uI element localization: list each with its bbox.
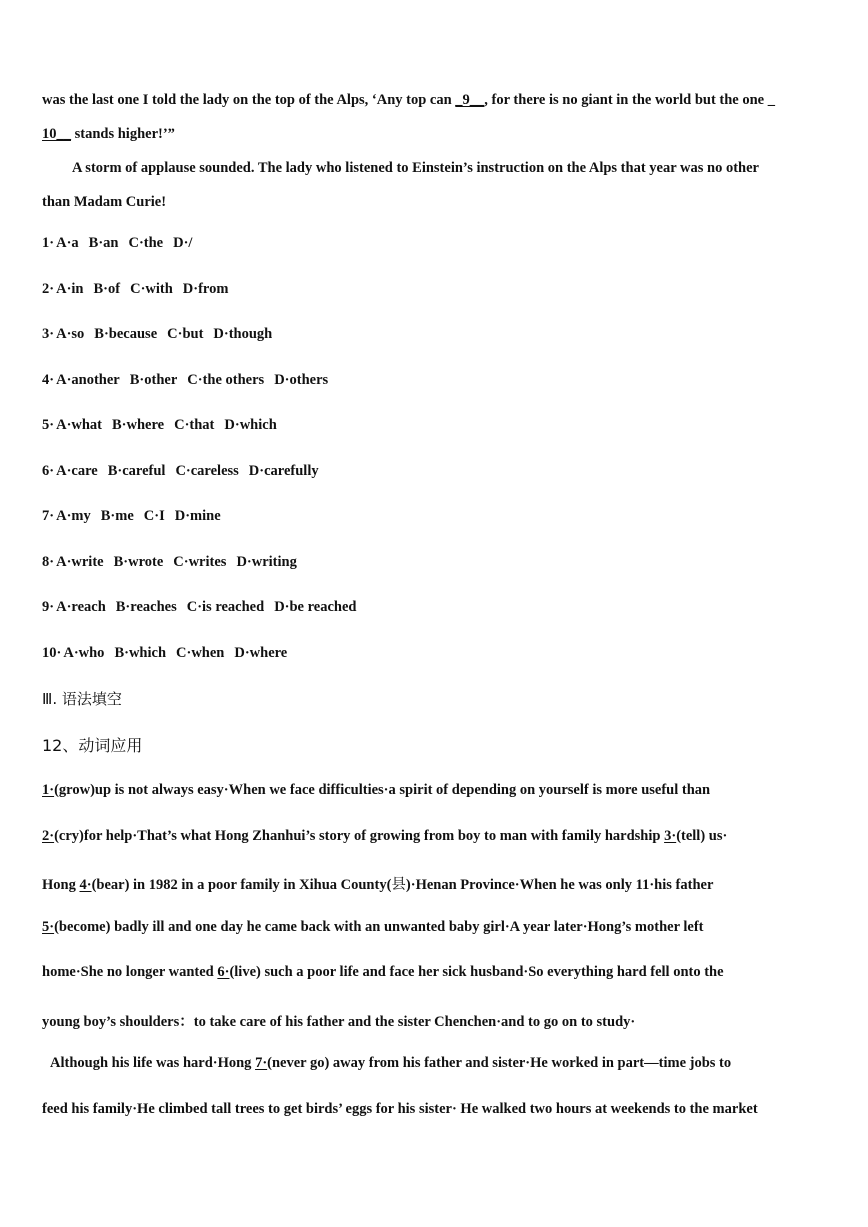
blank-9: _9__ [455, 92, 485, 108]
option-c: C·careless [175, 462, 239, 479]
option-a: A·so [56, 326, 85, 342]
option-b: B·where [112, 417, 165, 433]
passage-line-1 [42, 92, 775, 109]
grammar-line-1 [42, 782, 710, 799]
grammar-line-2 [42, 828, 727, 845]
option-group [56, 281, 228, 297]
grammar-text: (live) such a poor life and face her sick husband·So everything hard fell onto the [229, 964, 724, 980]
question-row [42, 372, 328, 389]
grammar-text: (never go) away from his father and sister·He worked in part—time jobs to [267, 1055, 732, 1071]
question-row [42, 645, 287, 662]
question-number: 6· [42, 462, 55, 479]
option-d: D·/ [173, 235, 193, 251]
grammar-blank-7: 7· [255, 1055, 268, 1071]
subsection-heading: 12、动词应用 [42, 736, 143, 755]
grammar-text: (become) badly ill and one day he came back with an unwanted baby girl·A year later·Hong’s mother left [54, 919, 704, 935]
grammar-blank-1: 1· [42, 782, 55, 798]
grammar-blank-3: 3· [664, 828, 677, 844]
question-number: 4· [42, 371, 55, 388]
passage-line-4: than Madam Curie! [42, 194, 167, 210]
option-c: C·writes [173, 553, 227, 570]
option-d: D·writing [236, 553, 297, 570]
question-number: 1· [42, 235, 55, 251]
passage-line-3: A storm of applause sounded. The lady who listened to Einstein’s instruction on the Alps that year was no other [72, 160, 759, 176]
option-a: A·what [56, 417, 103, 433]
option-group [56, 372, 328, 388]
option-b: B·which [114, 644, 167, 661]
option-b: B·wrote [113, 553, 164, 570]
grammar-blank-4: 4· [79, 877, 92, 893]
option-d: D·from [182, 280, 229, 297]
option-a: A·care [56, 462, 98, 479]
grammar-text: (bear) in 1982 in a poor family in Xihua County( [91, 877, 392, 893]
option-b: B·reaches [115, 599, 177, 615]
blank-10: 10__ [42, 126, 71, 142]
option-d: D·mine [174, 508, 221, 524]
option-b: B·other [129, 371, 178, 388]
option-d: D·others [274, 371, 329, 388]
grammar-blank-2: 2· [42, 828, 55, 844]
question-row [42, 508, 221, 525]
question-number: 5· [42, 417, 55, 433]
grammar-line-4 [42, 919, 704, 936]
question-row [42, 599, 356, 616]
grammar-text: Hong [42, 877, 80, 893]
question-number: 10· [42, 644, 62, 661]
question-row [42, 417, 277, 434]
question-row [42, 554, 297, 571]
grammar-line-3 [42, 873, 713, 894]
section-heading: Ⅲ. 语法填空 [42, 690, 122, 708]
question-row [42, 235, 192, 252]
question-number: 7· [42, 508, 55, 524]
grammar-text: (cry)for help·That’s what Hong Zhanhui’s story of growing from boy to man with family hardship [54, 828, 665, 844]
option-a: A·who [63, 644, 105, 661]
question-row [42, 281, 228, 298]
grammar-text: (tell) us· [676, 828, 728, 844]
option-a: A·reach [56, 599, 106, 615]
option-c: C·when [176, 644, 225, 661]
question-row [42, 463, 319, 480]
option-c: C·I [143, 508, 165, 524]
option-b: B·of [93, 280, 121, 297]
option-c: C·the others [187, 371, 265, 388]
option-c: C·that [174, 417, 215, 433]
option-a: A·in [56, 280, 84, 297]
option-c: C·is reached [186, 599, 265, 615]
option-a: A·write [56, 553, 104, 570]
option-c: C·the [128, 235, 164, 251]
option-a: A·a [56, 235, 79, 251]
option-group [56, 599, 356, 615]
option-group [56, 235, 192, 251]
passage-line-2 [42, 126, 175, 143]
grammar-blank-6: 6· [217, 964, 230, 980]
option-b: B·me [100, 508, 134, 524]
option-group [63, 645, 287, 661]
option-d: D·where [234, 644, 288, 661]
option-a: A·my [56, 508, 91, 524]
option-group [56, 417, 277, 433]
county-char: 县 [391, 877, 406, 893]
option-d: D·be reached [274, 599, 357, 615]
passage-text: was the last one I told the lady on the top of the Alps, ‘Any top can [42, 92, 456, 108]
option-c: C·with [130, 280, 173, 297]
grammar-line-8: feed his family·He climbed tall trees to get birds’ eggs for his sister· He walked two hours at weekends to the market [42, 1101, 758, 1117]
option-b: B·an [88, 235, 119, 251]
option-group [56, 508, 221, 524]
option-b: B·because [94, 326, 158, 342]
option-group [56, 463, 319, 479]
question-number: 8· [42, 553, 55, 570]
option-d: D·though [213, 326, 273, 342]
passage-text: stands higher!’” [71, 126, 175, 142]
grammar-text: Although his life was hard·Hong [50, 1055, 256, 1071]
grammar-text: home·She no longer wanted [42, 964, 218, 980]
grammar-blank-5: 5· [42, 919, 55, 935]
option-group [56, 326, 272, 342]
option-b: B·careful [107, 462, 166, 479]
grammar-line-7 [50, 1055, 731, 1072]
grammar-line-5 [42, 964, 724, 981]
grammar-text: )·Henan Province·When he was only 11·his father [405, 877, 714, 893]
option-d: D·carefully [248, 462, 319, 479]
option-group [56, 554, 297, 570]
option-a: A·another [56, 371, 120, 388]
grammar-text: (grow)up is not always easy·When we face difficulties·a spirit of depending on yourself is more useful than [54, 782, 711, 798]
option-c: C·but [167, 326, 204, 342]
question-number: 2· [42, 280, 55, 297]
grammar-line-6: young boy’s shoulders：to take care of his father and the sister Chenchen·and to go on to study· [42, 1014, 636, 1030]
option-d: D·which [224, 417, 277, 433]
question-number: 9· [42, 599, 55, 615]
passage-text: , for there is no giant in the world but the one _ [484, 92, 775, 108]
question-number: 3· [42, 326, 55, 342]
question-row [42, 326, 272, 343]
